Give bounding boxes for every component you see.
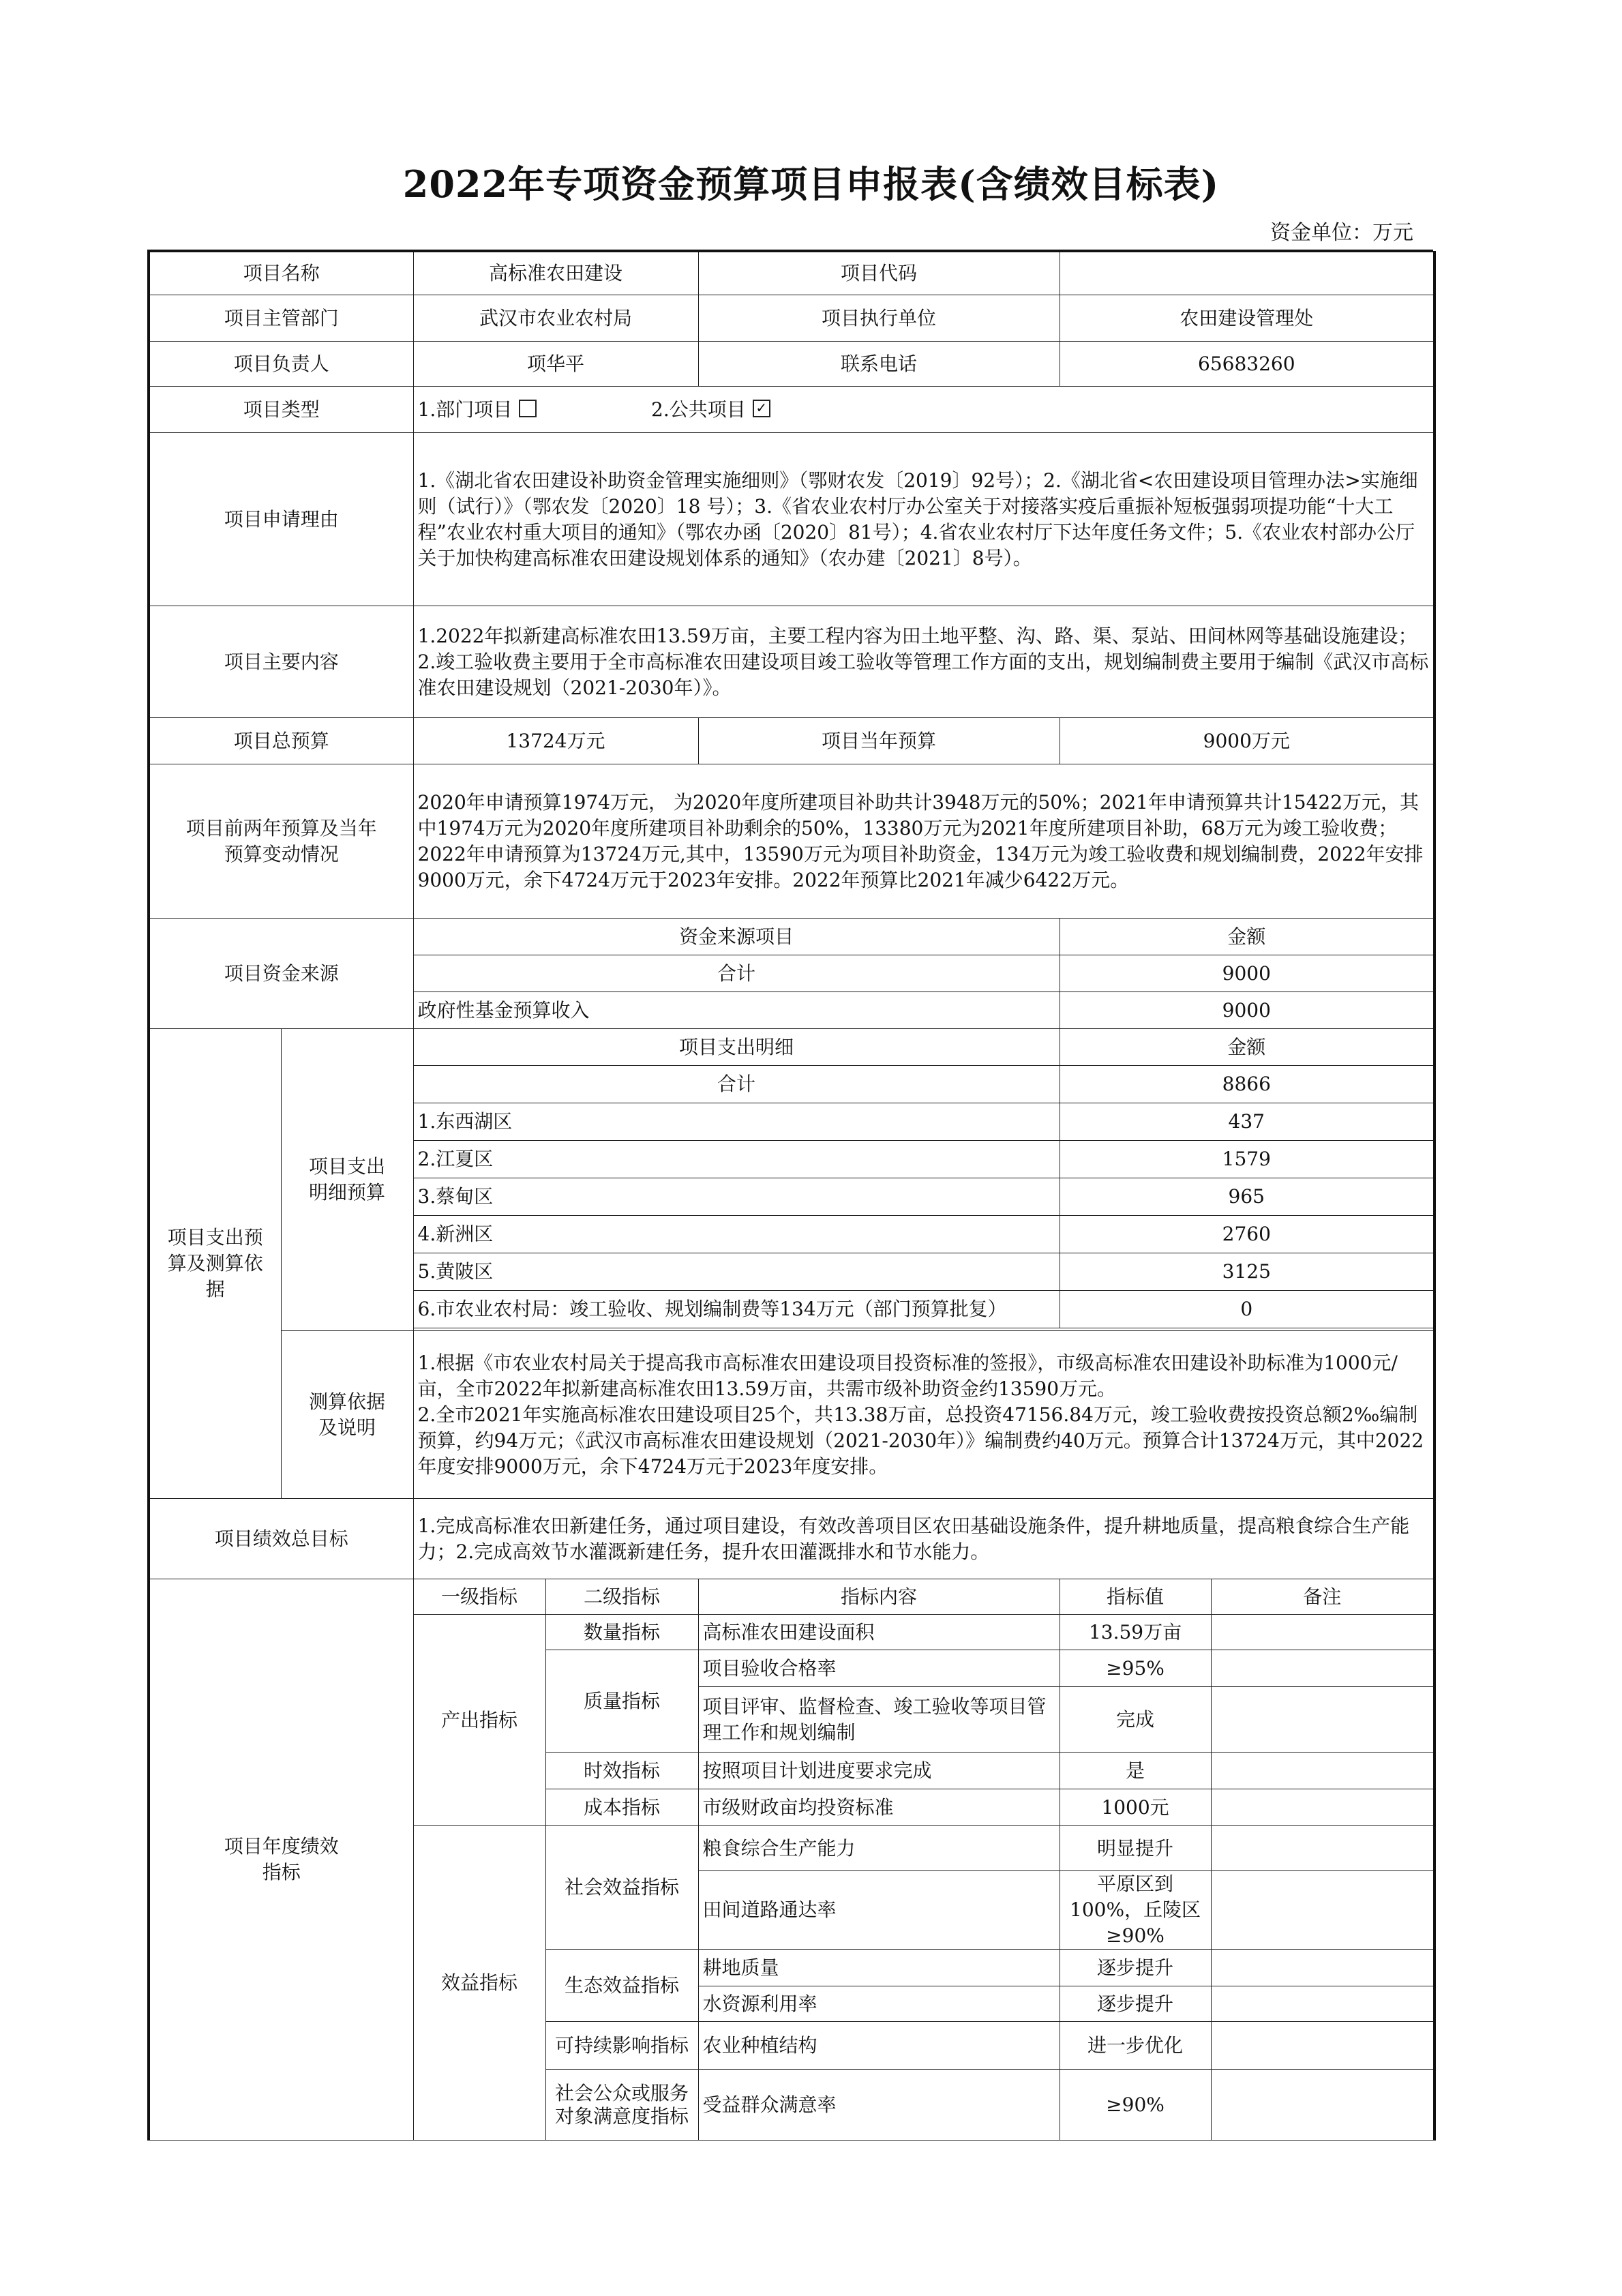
fund-row-amount: 9000 [1060, 992, 1435, 1029]
exp-row-amount: 965 [1060, 1178, 1435, 1216]
exp-total-label: 合计 [413, 1066, 1060, 1103]
label-total-budget: 项目总预算 [149, 718, 413, 764]
ind-content: 项目评审、监督检查、竣工验收等项目管理工作和规划编制 [698, 1687, 1060, 1753]
ind-social: 社会效益指标 [545, 1826, 698, 1950]
exp-row-name: 3.蔡甸区 [413, 1178, 1060, 1216]
value-change: 2020年申请预算1974万元， 为2020年度所建项目补助共计3948万元的50%；2021年申请预算共计15422万元，其中1974万元为2020年度所建项目补助剩余的50%，13380万元为2021年度所建项目补助，68万元为竣工验收费；2022年申请预算为13724万元,其中，13590万元为项目补助资金，134万元为竣工验收费和规划编制费，2022年安排9000万元，余下4724万元于2023年安排。2022年预算比2021年减少6422万元。 [413, 764, 1435, 919]
label-perf-goal: 项目绩效总目标 [149, 1499, 413, 1579]
row-total-budget [149, 718, 1435, 764]
ind-note [1211, 1986, 1435, 2022]
ind-sustain: 可持续影响指标 [545, 2022, 698, 2070]
page-title: 2022年专项资金预算项目申报表(含绩效目标表) [402, 162, 1220, 206]
value-leader: 项华平 [413, 342, 698, 387]
checkbox-dept-project[interactable] [519, 400, 537, 417]
exp-row-amount: 2760 [1060, 1216, 1435, 1253]
ind-eco: 生态效益指标 [545, 1950, 698, 2022]
ind-note [1211, 1950, 1435, 1986]
fund-header-amount: 金额 [1060, 919, 1435, 955]
application-form-table [147, 251, 1436, 2141]
exp-row-name: 6.市农业农村局：竣工验收、规划编制费等134万元（部门预算批复） [413, 1291, 1060, 1328]
row-dept [149, 295, 1435, 342]
value-project-name: 高标准农田建设 [413, 252, 698, 295]
ind-note [1211, 2070, 1435, 2141]
value-type [413, 387, 1435, 433]
fund-total-label: 合计 [413, 955, 1060, 992]
ind-value: 平原区到100%，丘陵区≥90% [1060, 1871, 1211, 1950]
ind-note [1211, 1687, 1435, 1753]
label-annual-indicators-text: 项目年度绩效指标 [224, 1835, 339, 1883]
row-type [149, 387, 1435, 433]
ind-value: 1000元 [1060, 1789, 1211, 1826]
exp-row-amount: 1579 [1060, 1141, 1435, 1178]
label-change-text: 项目前两年预算及当年预算变动情况 [185, 816, 377, 865]
ind-note [1211, 1650, 1435, 1687]
fund-total-amount: 9000 [1060, 955, 1435, 992]
ind-content: 耕地质量 [698, 1950, 1060, 1986]
label-fund-source: 项目资金来源 [149, 919, 413, 1029]
ind-value: 是 [1060, 1753, 1211, 1789]
value-total-budget: 13724万元 [413, 718, 698, 764]
label-expense-basis [149, 1029, 281, 1499]
ind-satisfaction: 社会公众或服务对象满意度指标 [545, 2070, 698, 2141]
ind-header-note: 备注 [1211, 1579, 1435, 1615]
ind-content: 受益群众满意率 [698, 2070, 1060, 2141]
ind-content: 农业种植结构 [698, 2022, 1060, 2070]
fund-row-label: 政府性基金预算收入 [413, 992, 1060, 1029]
label-leader: 项目负责人 [149, 342, 413, 387]
label-expense-basis-text: 项目支出预算及测算依据 [167, 1226, 263, 1300]
label-expense-detail-text: 项目支出明细预算 [308, 1155, 385, 1204]
ind-benefit-label: 效益指标 [413, 1826, 545, 2141]
exp-row-name: 2.江夏区 [413, 1141, 1060, 1178]
row-leader [149, 342, 1435, 387]
ind-value: ≥95% [1060, 1650, 1211, 1687]
label-expense-detail [281, 1029, 413, 1331]
value-phone: 65683260 [1060, 342, 1435, 387]
label-exec-unit: 项目执行单位 [698, 295, 1060, 342]
exp-row-amount: 437 [1060, 1103, 1435, 1141]
ind-content: 高标准农田建设面积 [698, 1615, 1060, 1650]
ind-header-value: 指标值 [1060, 1579, 1211, 1615]
ind-value: 逐步提升 [1060, 1950, 1211, 1986]
exp-header-item: 项目支出明细 [413, 1029, 1060, 1066]
label-annual-indicators [149, 1579, 413, 2141]
value-reason: 1.《湖北省农田建设补助资金管理实施细则》（鄂财农发〔2019〕92号）；2.《湖北省<农田建设项目管理办法>实施细则（试行）》（鄂农发〔2020〕18 号）；3.《省农业农村厅办公室关于对接落实疫后重振补短板强弱项提功能“十大工程”农业农村重大项目的通知》（鄂农办函〔2020〕81号）；4.省农业农村厅下达年度任务文件；5.《农业农村部办公厅关于加快构建高标准农田建设规划体系的通知》（农办建〔2021〕8号）。 [413, 433, 1435, 606]
ind-note [1211, 2022, 1435, 2070]
ind-value: 13.59万亩 [1060, 1615, 1211, 1650]
ind-note [1211, 1615, 1435, 1650]
unit-label: 资金单位：万元 [1270, 221, 1413, 245]
label-calc [281, 1331, 413, 1499]
row-fund-header [149, 919, 1435, 955]
label-type: 项目类型 [149, 387, 413, 433]
fund-header-item: 资金来源项目 [413, 919, 1060, 955]
value-exec-unit: 农田建设管理处 [1060, 295, 1435, 342]
ind-value: 逐步提升 [1060, 1986, 1211, 2022]
ind-cost: 成本指标 [545, 1789, 698, 1826]
value-calc: 1.根据《市农业农村局关于提高我市高标准农田建设项目投资标准的签报》，市级高标准农田建设补助标准为1000元/亩，全市2022年拟新建高标准农田13.59万亩，共需市级补助资金约13590万元。 2.全市2021年实施高标准农田建设项目25个，共13.38万亩，总投资47156.84万元，竣工验收费按投资总额2‰编制预算，约94万元；《武汉市高标准农田建设规划（2021-2030年）》编制费约40万元。预算合计13724万元，其中2022年度安排9000万元，余下4724万元于2023年度安排。 [413, 1331, 1435, 1499]
ind-content: 水资源利用率 [698, 1986, 1060, 2022]
label-phone: 联系电话 [698, 342, 1060, 387]
ind-note [1211, 1789, 1435, 1826]
ind-quantity: 数量指标 [545, 1615, 698, 1650]
ind-note [1211, 1826, 1435, 1871]
ind-header-level1: 一级指标 [413, 1579, 545, 1615]
exp-row-name: 1.东西湖区 [413, 1103, 1060, 1141]
ind-header-content: 指标内容 [698, 1579, 1060, 1615]
label-year-budget: 项目当年预算 [698, 718, 1060, 764]
ind-value: 明显提升 [1060, 1826, 1211, 1871]
exp-row-name: 4.新洲区 [413, 1216, 1060, 1253]
ind-value: ≥90% [1060, 2070, 1211, 2141]
exp-row-amount: 3125 [1060, 1253, 1435, 1291]
ind-content: 粮食综合生产能力 [698, 1826, 1060, 1871]
ind-quality: 质量指标 [545, 1650, 698, 1753]
exp-total-amount: 8866 [1060, 1066, 1435, 1103]
exp-row-name: 5.黄陂区 [413, 1253, 1060, 1291]
label-reason: 项目申请理由 [149, 433, 413, 606]
ind-timeliness: 时效指标 [545, 1753, 698, 1789]
type-option-public: 2.公共项目 [651, 398, 746, 421]
table-top-border [147, 250, 1433, 252]
label-dept: 项目主管部门 [149, 295, 413, 342]
label-change [149, 764, 413, 919]
row-change [149, 764, 1435, 919]
row-project-name [149, 252, 1435, 295]
value-dept: 武汉市农业农村局 [413, 295, 698, 342]
label-project-code: 项目代码 [698, 252, 1060, 295]
row-reason [149, 433, 1435, 606]
value-perf-goal: 1.完成高标准农田新建任务，通过项目建设，有效改善项目区农田基础设施条件，提升耕地质量，提高粮食综合生产能力；2.完成高效节水灌溉新建任务，提升农田灌溉排水和节水能力。 [413, 1499, 1435, 1579]
label-project-name: 项目名称 [149, 252, 413, 295]
label-content: 项目主要内容 [149, 606, 413, 718]
label-calc-text: 测算依据及说明 [308, 1390, 385, 1439]
type-option-dept: 1.部门项目 [417, 398, 513, 421]
ind-note [1211, 1753, 1435, 1789]
ind-content: 按照项目计划进度要求完成 [698, 1753, 1060, 1789]
value-year-budget: 9000万元 [1060, 718, 1435, 764]
row-perf-goal [149, 1499, 1435, 1579]
ind-value: 进一步优化 [1060, 2022, 1211, 2070]
checkbox-public-project[interactable]: ✓ [753, 400, 770, 417]
ind-header-level2: 二级指标 [545, 1579, 698, 1615]
exp-row-amount: 0 [1060, 1291, 1435, 1328]
value-content: 1.2022年拟新建高标准农田13.59万亩，主要工程内容为田土地平整、沟、路、渠、泵站、田间林网等基础设施建设； 2.竣工验收费主要用于全市高标准农田建设项目竣工验收等管理工作方面的支出，规划编制费主要用于编制《武汉市高标准农田建设规划（2021-2030年）》。 [413, 606, 1435, 718]
ind-content: 田间道路通达率 [698, 1871, 1060, 1950]
ind-content: 市级财政亩均投资标准 [698, 1789, 1060, 1826]
ind-value: 完成 [1060, 1687, 1211, 1753]
row-ind-header [149, 1579, 1435, 1615]
row-content [149, 606, 1435, 718]
ind-content: 项目验收合格率 [698, 1650, 1060, 1687]
ind-output-label: 产出指标 [413, 1615, 545, 1826]
row-calc [149, 1331, 1435, 1499]
row-exp-header [149, 1029, 1435, 1066]
ind-note [1211, 1871, 1435, 1950]
exp-header-amount: 金额 [1060, 1029, 1435, 1066]
value-project-code [1060, 252, 1435, 295]
